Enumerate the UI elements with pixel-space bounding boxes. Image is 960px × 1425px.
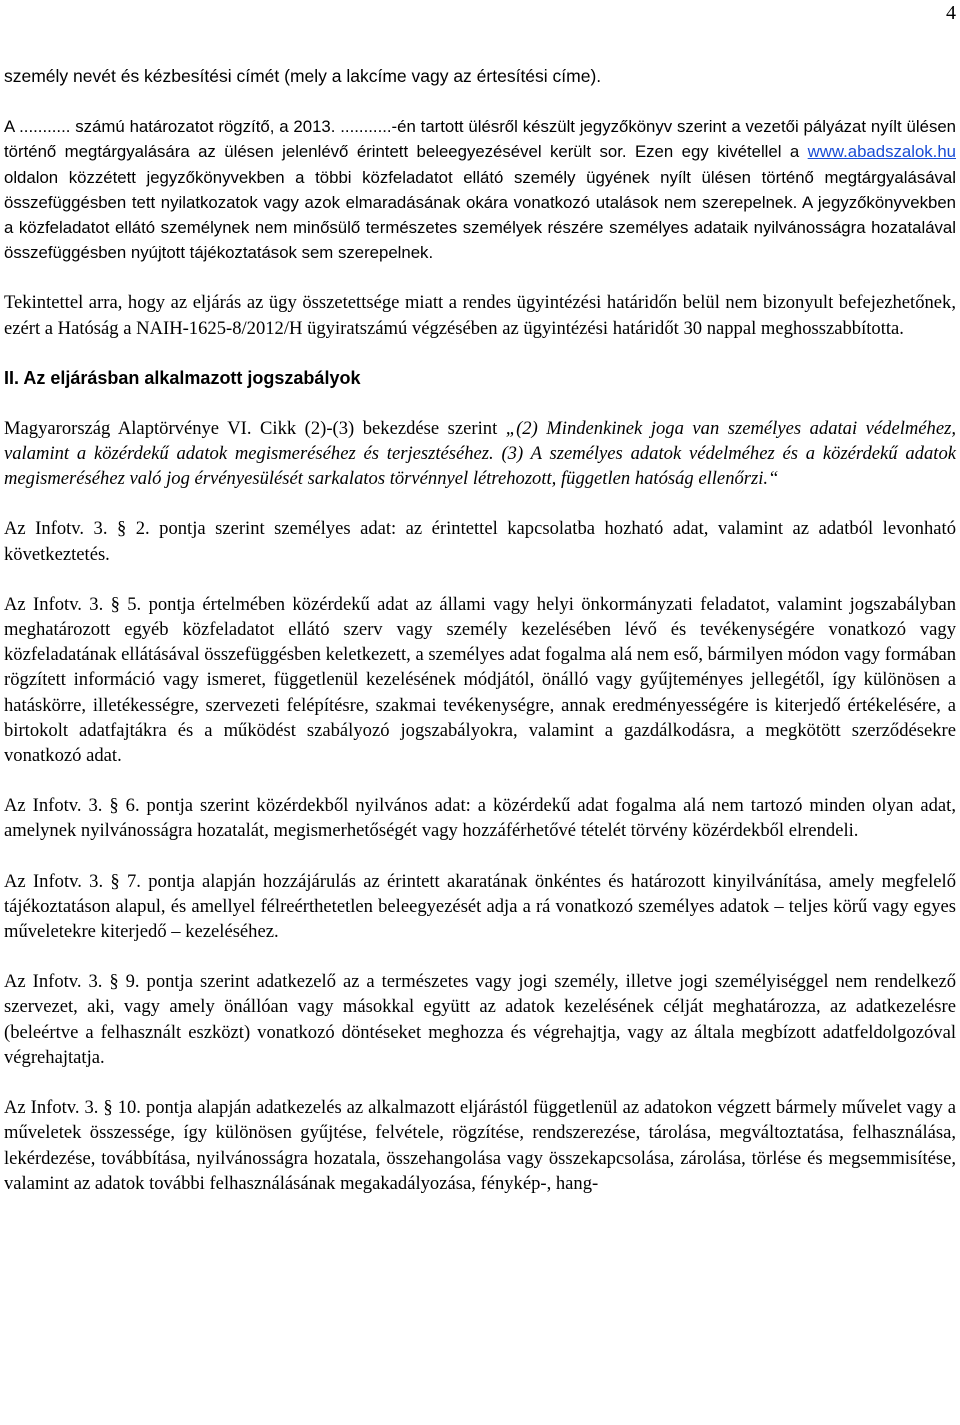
fundamental-law-quote: „(2) Mindenkinek joga van személyes adatai védelméhez, valamint a közérdekű adatok megismeréséhez és terjesztéséhez. (3) A személyes adatok védelméhez és a közérdekű adatok megismeréséhez való jog érvényesülését sarkalatos törvénnyel létrehozott, független hatóság ellenőrzi.“ (4, 417, 956, 490)
website-link[interactable]: www.abadszalok.hu (807, 142, 956, 162)
paragraph-processing-definition: Az Infotv. 3. § 10. pontja alapján adatkezelés az alkalmazott eljárástól függetlenül az adatokon végzett bármely művelet vagy a műveletek összessége, így különösen gyűjtése, felvétele, rögzítése, rendszerezése, tárolása, megváltoztatása, felhasználása, lekérdezése, továbbítása, nyilvánosságra hozatala, összehangolása vagy összekapcsolása, zárolása, törlése és megsemmisítése, valamint az adatok további felhasználásának megakadályozása, fénykép-, hang- (4, 1097, 956, 1194)
paragraph-consent-definition: Az Infotv. 3. § 7. pontja alapján hozzájárulás az érintett akaratának önkéntes és határozott kinyilvánítása, amely megfelelő tájékoztatáson alapul, és amellyel félreérthetetlen beleegyezését adja a rá vonatkozó személyes adatok – teljes körű vagy egyes műveletekre kiterjedő – kezeléséhez. (4, 870, 956, 943)
paragraph-public-interest-data-definition: Az Infotv. 3. § 6. pontja szerint közérdekből nyilvános adat: a közérdekű adat fogalma alá nem tartozó minden olyan adat, amelynek nyilvánosságra hozatalát, megismerhetőségét vagy hozzáférhetővé tételét törvény közérdekből elrendeli. (4, 795, 956, 842)
paragraph-public-data-definition: Az Infotv. 3. § 5. pontja értelmében közérdekű adat az állami vagy helyi önkormányzati feladatot, valamint jogszabályban meghatározott egyéb közfeladatot ellátó szerv vagy személy kezelésében lévő és tevékenységére vonatkozó vagy közfeladatának ellátásával összefüggésben keletkezett, a személyes adat fogalma alá nem eső, bármilyen módon vagy formában rögzített információ vagy ismeret, függetlenül kezelésének módjától, önálló vagy gyűjteményes jellegétől, így különösen a hatáskörre, illetékességre, szervezeti felépítésre, szakmai tevékenységre, annak eredményességére is kiterjedő értékelésére, a birtokolt adatfajtákra és a működést szabályozó jogszabályokra, valamint a gazdálkodásra, a megkötött szerződésekre vonatkozó adat. (4, 593, 957, 767)
paragraph-minutes-text-a: A ........... számú határozatot rögzítő, a 2013. ...........-én tartott ülésről készült jegyzőkönyv szerint a vezetői pályázat nyílt ülésen történő megtárgyalására az ülésen jelenlévő érintett beleegyezésével került sor. Ezen egy kivétellel a (4, 117, 956, 162)
paragraph-personal-data-definition: Az Infotv. 3. § 2. pontja szerint személyes adat: az érintettel kapcsolatba hozható adat, valamint az adatból levonható következtetés. (4, 518, 956, 565)
paragraph-fundamental-law-intro: Magyarország Alaptörvénye VI. Cikk (2)-(3) bekezdése szerint (4, 417, 506, 439)
paragraph-minutes-text-b: oldalon közzétett jegyzőkönyvekben a többi közfeladatot ellátó személy ügyének nyílt ülésen történő megtárgyalásával összefüggésben tett nyilatkozatok vagy azok elmaradásának okára vonatkozó utalások nem szerepelnek. A jegyzőkönyvekben a közfeladatot ellátó személynek nem minősülő természetes személyek részére személyes adataik nyilvánosságra hozatalával összefüggésben nyújtott tájékoztatások sem szerepelnek. (4, 167, 956, 263)
document-body (4, 64, 956, 1196)
paragraph-recipient-address: személy nevét és kézbesítési címét (mely a lakcíme vagy az értesítési címe). (4, 66, 602, 86)
page-number: 4 (946, 2, 956, 24)
paragraph-deadline-extension: Tekintettel arra, hogy az eljárás az ügy összetettsége miatt a rendes ügyintézési határidőn belül nem bizonyult befejezhetőnek, ezért a Hatóság a NAIH-1625-8/2012/H ügyiratszámú végzésében az ügyintézési határidőt 30 nappal meghosszabbította. (4, 292, 956, 339)
section-heading: II. Az eljárásban alkalmazott jogszabályok (4, 367, 361, 388)
paragraph-fundamental-law (4, 416, 956, 492)
paragraph-minutes (4, 114, 956, 265)
paragraph-controller-definition: Az Infotv. 3. § 9. pontja szerint adatkezelő az a természetes vagy jogi személy, illetve jogi személyiséggel nem rendelkező szervezet, aki, vagy amely önállóan vagy másokkal együtt az adatok kezelésének célját meghatározza, az adatkezelésre (beleértve a felhasznált eszközt) vonatkozó döntéseket meghozza és végrehajtja, vagy az általa megbízott adatfeldolgozóval végrehajtatja. (4, 971, 956, 1068)
